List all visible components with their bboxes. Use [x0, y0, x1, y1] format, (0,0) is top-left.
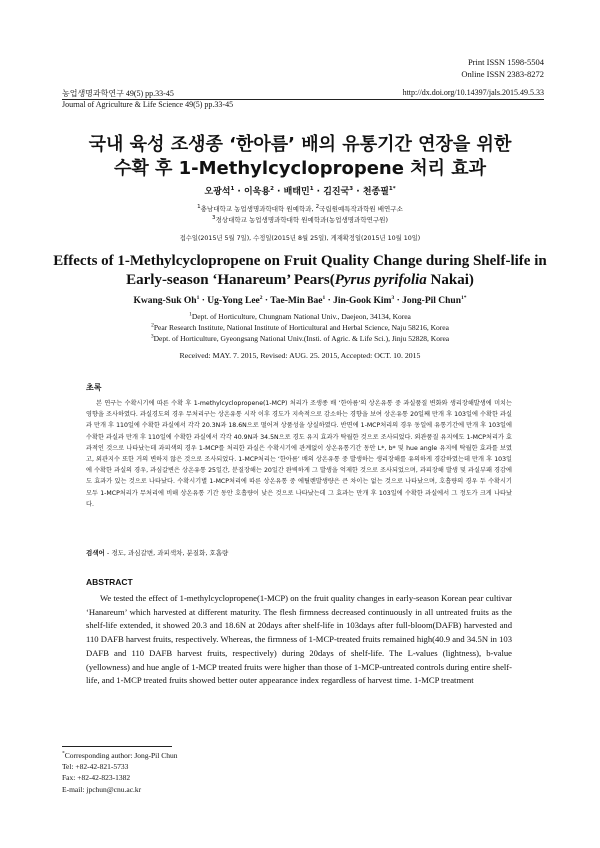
email[interactable]: E-mail: jpchun@cnu.ac.kr: [62, 784, 142, 794]
author-en: Tae-Min Bae$^1$: [270, 294, 326, 306]
author-en: Jin-Gook Kim$^3$: [333, 294, 395, 306]
author-en: Jong-Pil Chun$^{1*}$: [402, 294, 467, 306]
authors-en: Kwang-Suk $Oh^1$ · Ug-Yong Lee$^2$ · Tae-Min Bae$^1$ · Jin-Gook Kim$^3$ · Jong-Pil Chun$^{1*}$: [133, 294, 467, 306]
abstract-ko-body: 본 연구는 수확시기에 따른 수확 후 1-methylcyclopropene(1-MCP) 처리가 조생종 배 ‘한아름’의 상온유통 중 과실품질 변화와 생리장해발생에 미치는 영향을 조사하였다. 과실경도의 경우 무처리구는 상온유통 시작 이후 경도가 지속적으로 감소하는 경향을 보여 상온유통 20일째 만개 후 103일에 수확한 과실과 만개 후 110일에 수확한 과실에서 각각 20.3N과 18.6N으로 떨어져 상품성을 상실하였다. 반면에 1-MCP처리의 경우 동일에 유통기간에 만개 후 103일에 수확한 과실과 만개 후 110일에 수확한 과실에서 각각 40.9N과 34.5N으로 경도 유지 효과가 탁월한 것으로 조사되었다. 외관품질 유지에도 1-MCP처리가 효과적인 것으로 나타났는데 과피색의 경우 1-MCP를 처리한 과실은 수확시기에 관계없이 상온유통기간 동안 L*, b* 및 hue angle 유지에 탁월한 효과를 보였고, 외관지수 또한 거의 변하지 않은 것으로 조사되었다. 1-MCP처리는 ‘한아름’ 배의 상온유통 중 발생하는 생리장해를 유의하게 경감하였는데 만개 후 103일에 수확한 과실의 경우, 과심갈변은 상온유통 25일간, 분질장해는 20일간 완벽하게 그 발생을 억제한 것으로 조사되었으며, 과피장해 발생 및 과실부패 경감에도 효과가 있는 것으로 나타났다. 수확시기별 1-MCP처리에 따른 상온유통 중 에틸렌발생량은 큰 차이는 없는 것으로 나타났으며, 호흡량의 경우 두 수확시기 모두 1-MCP처리가 무처리에 비해 상온유통 기간 동안 호흡량이 낮은 것으로 나타났는데 그 효과는 만개 후 103일에 수확한 과실에서 그 정도가 크게 나타났다.: [86, 400, 512, 508]
affiliation-ko-line1: $^1$충남대학교 농업생명과학대학 원예학과, $^2$국립원예특작과학원 배연구소: [197, 203, 403, 213]
tel: Tel: +82-42-821-5733: [62, 762, 129, 772]
title-en-line1: Effects of 1-Methylcyclopropene on Fruit Quality Change during Shelf-life in: [53, 253, 547, 269]
abstract-en-body: We tested the effect of 1-methylcyclopropene(1-MCP) on the fruit quality changes in early-season Korean pear cultivar ‘Hanareum’ which harvested at different maturity. The flesh firmness decreased continuously in all untreated fruits as the shelf-life extended, it showed 20.3 and 18.6N at 20days after shelf-life in 103days after full-bloom(DAFB) harvested and 110 DAFB harvest fruits, respectively. Whereas, the firmness of 1-MCP-treated fruits remained high(40.9 and 34.5N in 103 DAFB and 110 DAFB harvest fruits, respectively) during 20days of shelf-life. The L-values (lightness), b-value (yellowness) and hue angle of 1-MCP treated fruits were higher than those of 1-MCP-untreated controls during entire shelf-life, and 1-MCP treated fruits showed better outer appearance index regardless of harvest time. 1-MCP treatment: [86, 593, 512, 686]
doi-link[interactable]: http://dx.doi.org/10.14397/jals.2015.49.5.33: [402, 88, 544, 97]
author-ko: 김진국$^3$: [323, 186, 354, 197]
authors-ko: 오광석$^1$ · 이욱용$^2$ · 배태민$^1$ · 김진국$^3$ · 천종필$^{1*}$: [204, 186, 396, 197]
title-ko-line2: 수확 후 1-Methylcyclopropene 처리 효과: [113, 158, 487, 179]
keywords-label: 검색어: [86, 549, 105, 557]
keywords: [86, 548, 228, 557]
abstract-ko-heading: 초록: [86, 383, 102, 392]
dates-ko: 접수일(2015년 5월 7일), 수정일(2015년 8월 25일), 게재확정일(2015년 10월 10일): [179, 235, 421, 242]
title-ko-line1: 국내 육성 조생종 ‘한아름’ 배의 유통기간 연장을 위한: [88, 134, 512, 155]
affiliation-en: $^2$Pear Research Institute, National Institute of Horticultural and Herbal Science, Naju 58216, Korea: [151, 322, 449, 332]
issn-block: [461, 56, 544, 80]
title-en-line2: Early-season ‘Hanareum’ Pears(Pyrus pyrifolia Nakai): [126, 272, 474, 288]
affiliation-en: $^1$Dept. of Horticulture, Chungnam National Univ., Daejeon, 34134, Korea: [189, 311, 411, 321]
dates-en: Received: MAY. 7. 2015, Revised: AUG. 25. 2015, Accepted: OCT. 10. 2015: [179, 351, 421, 360]
affiliation-ko-line2: $^3$경상대학교 농업생명과학대학 원예학과(농업생명과학연구원): [212, 214, 388, 224]
author-en: Kwang-Suk Oh$^1$: [133, 294, 200, 306]
header-divider: [62, 99, 544, 100]
keywords-list: - 경도, 과심갈변, 과피색차, 분질화, 호흡량: [104, 549, 229, 557]
corresponding-author: *Corresponding author: Jong-Pil Chun: [62, 750, 178, 760]
fax: Fax: +82-42-823-1382: [62, 773, 131, 783]
online-issn: Online ISSN 2383-8272: [461, 69, 544, 79]
print-issn: Print ISSN 1598-5504: [467, 57, 544, 67]
journal-citation-ko: 농업생명과학연구 49(5) pp.33-45: [62, 89, 174, 98]
author-ko: 오광석$^1$: [204, 186, 235, 197]
author-ko: 이욱용$^2$: [243, 186, 274, 197]
title-en: [50, 252, 550, 290]
author-ko: 배태민$^1$: [283, 186, 314, 197]
affiliations-en: [40, 311, 560, 344]
footnote-divider: [62, 746, 172, 747]
journal-citation-en: Journal of Agriculture & Life Science 49(5) pp.33-45: [62, 100, 234, 109]
abstract-en-heading: ABSTRACT: [86, 577, 133, 587]
affiliation-en: $^3$Dept. of Horticulture, Gyeongsang National Univ.(Insti. of Agric. & Life Sci.), Jinju 52828, Korea: [150, 333, 450, 343]
author-en: Ug-Yong Lee$^2$: [207, 294, 263, 306]
affiliations-ko: [40, 204, 560, 226]
author-ko: 천종필$^{1*}$: [362, 186, 396, 197]
footnote: [62, 750, 177, 795]
